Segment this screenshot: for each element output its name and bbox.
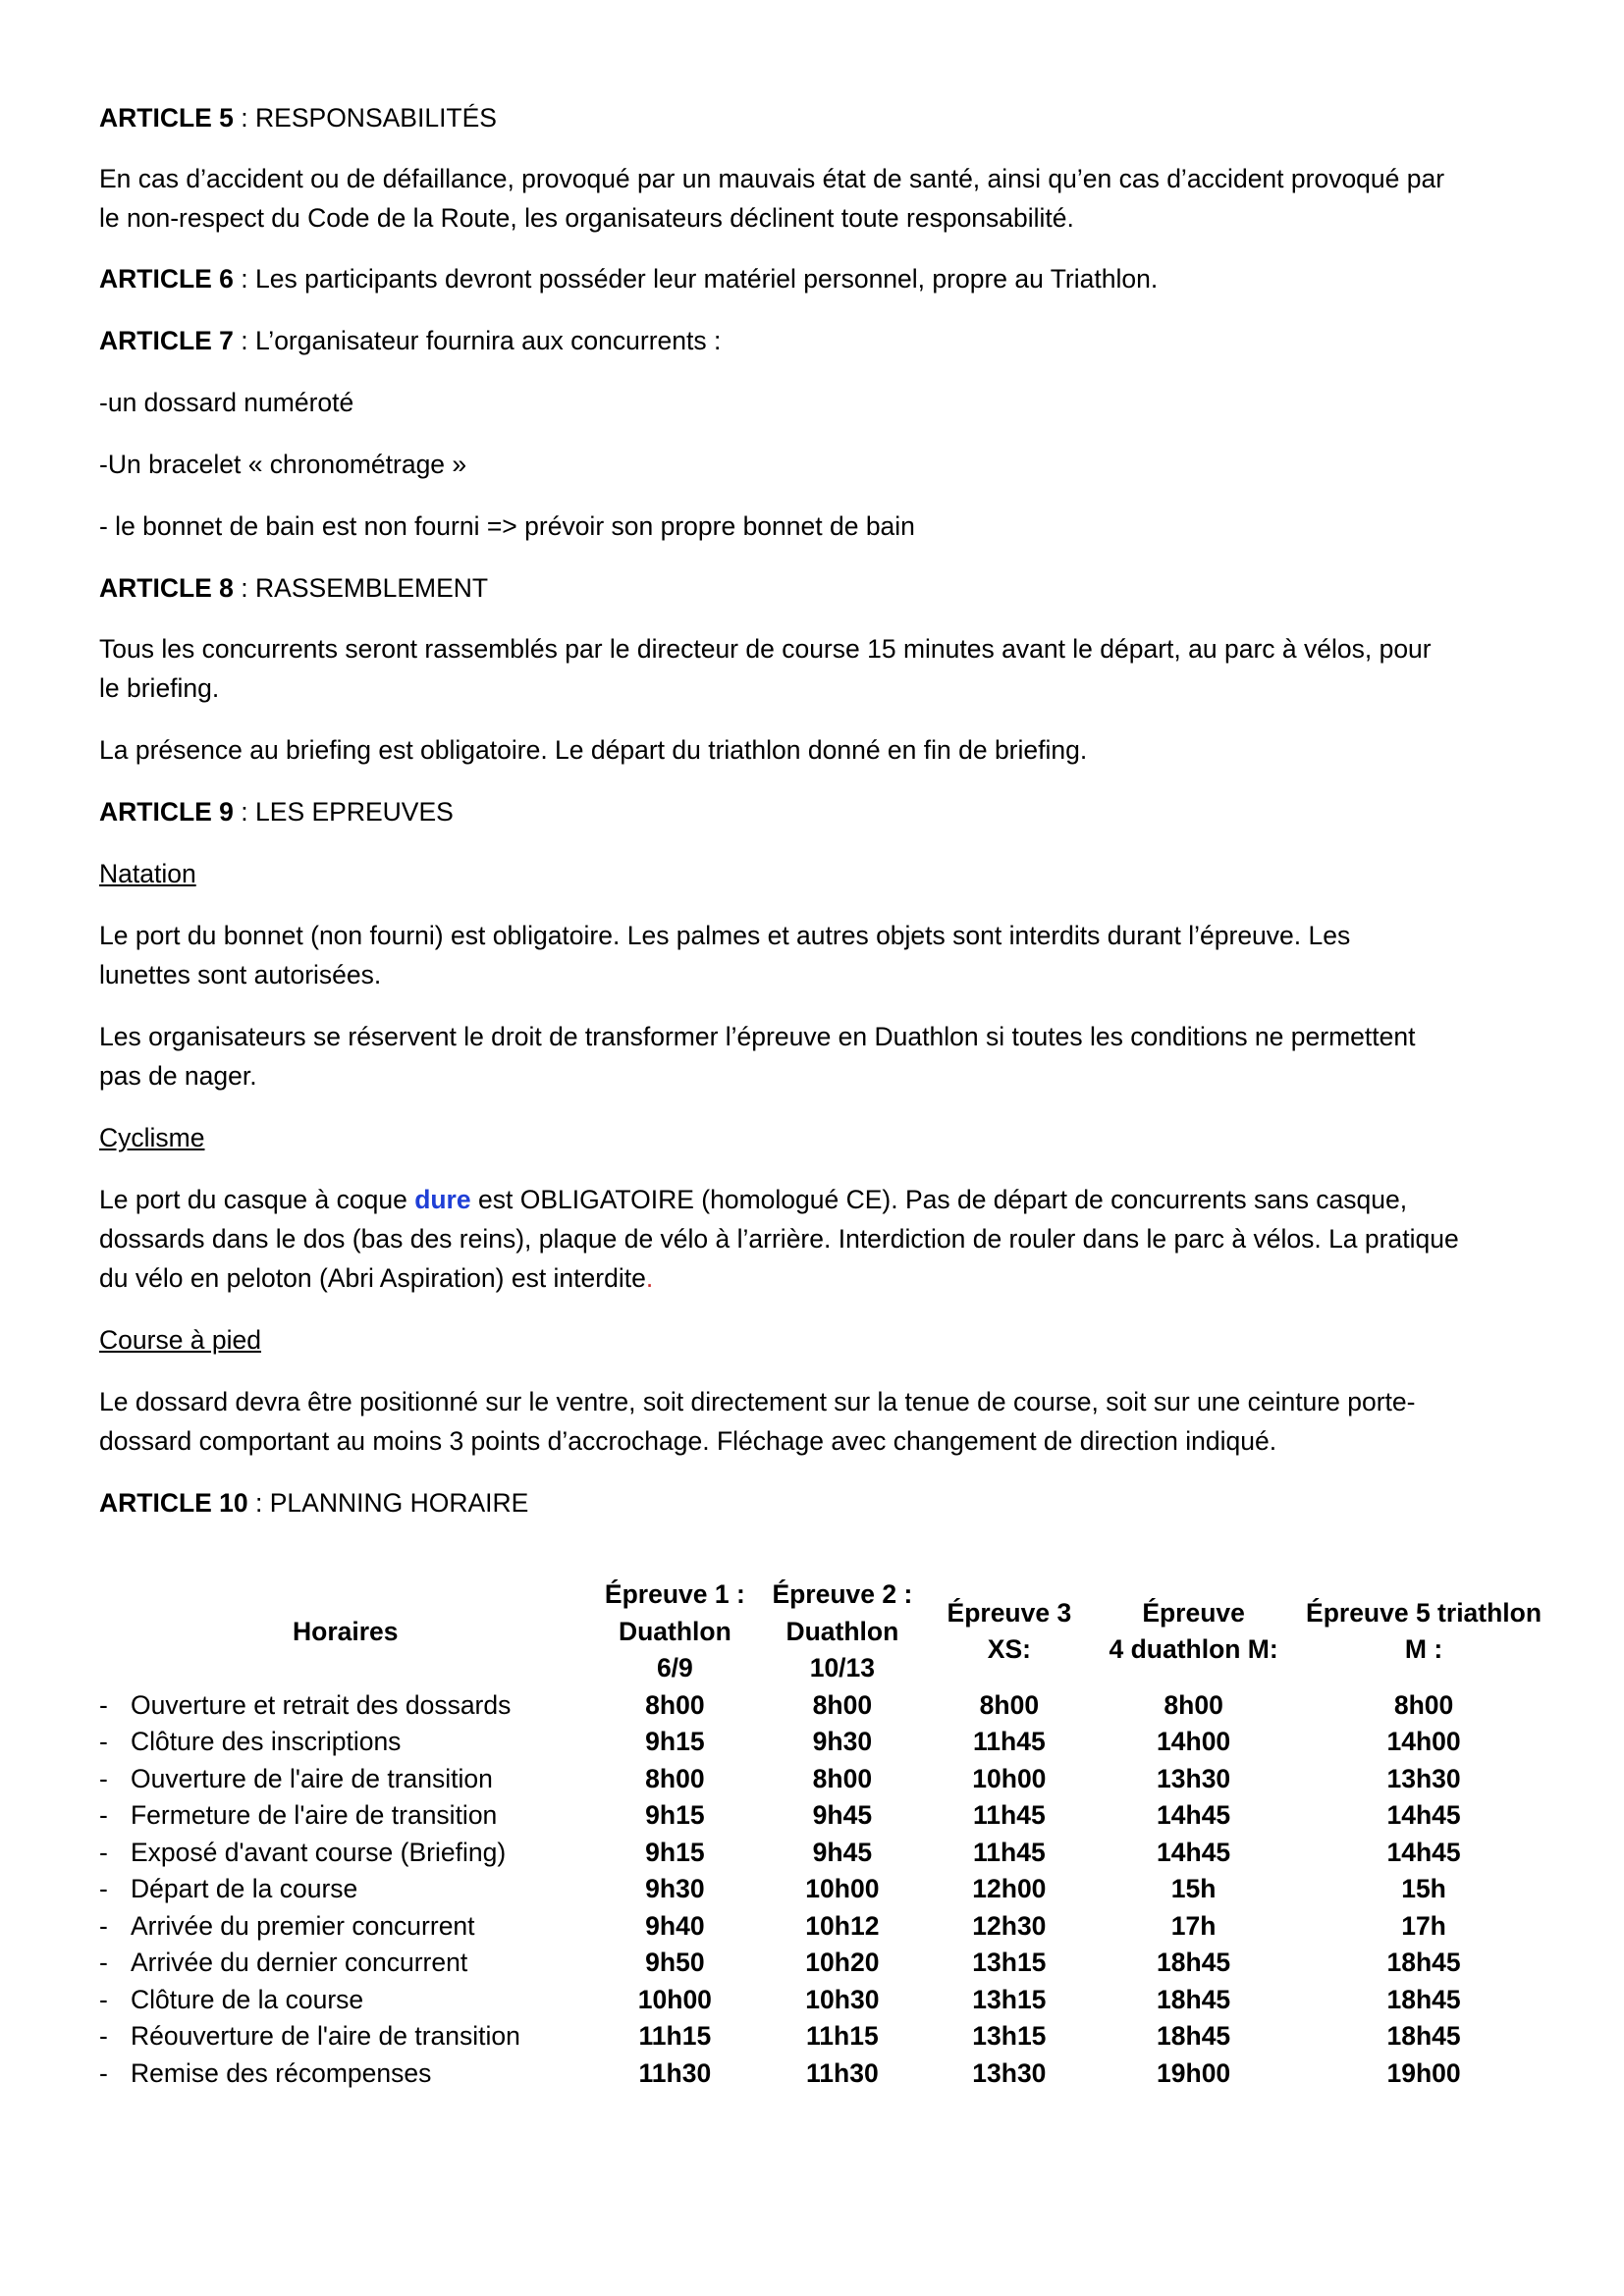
time-cell: 8h00	[645, 1689, 705, 1720]
time-cell: 14h45	[1157, 1800, 1231, 1830]
time-cell: 18h45	[1157, 2021, 1231, 2051]
cyclisme-line-3-text: du vélo en peloton (Abri Aspiration) est interdite	[99, 1263, 646, 1293]
time-cell: 10h00	[805, 1874, 880, 1903]
article-6-text: : Les participants devront posséder leur matériel personnel, propre au Triathlon.	[233, 264, 1159, 294]
natation-line-3: Les organisateurs se réservent le droit de transformer l’épreuve en Duathlon si toutes les conditions ne permettent	[99, 1022, 1416, 1051]
article-8-heading	[99, 568, 1552, 608]
column-header-line: Épreuve 2 :	[772, 1579, 913, 1609]
time-cell: 15h	[1170, 1874, 1217, 1903]
cyclisme-highlight-word: dure	[414, 1185, 471, 1214]
article-7-item-1: -un dossard numéroté	[99, 388, 354, 417]
time-cell: 14h45	[1386, 1800, 1461, 1830]
time-cell: 11h45	[973, 1800, 1046, 1830]
time-cell: 13h30	[972, 2057, 1047, 2088]
table-row	[99, 1761, 1552, 1798]
article-8-title: : RASSEMBLEMENT	[233, 573, 489, 603]
natation-line-2: lunettes sont autorisées.	[99, 960, 382, 989]
natation-line-1: Le port du bonnet (non fourni) est obligatoire. Les palmes et autres objets sont interdits durant l’épreuve. Les	[99, 921, 1351, 950]
row-label-text: Clôture de la course	[131, 1984, 364, 2014]
table-row	[99, 1724, 1552, 1761]
bullet-dash: -	[99, 1837, 108, 1867]
column-header-epreuve-4	[1092, 1576, 1295, 1687]
row-label	[99, 2018, 592, 2056]
time-cell: 12h30	[972, 1910, 1047, 1941]
bullet-dash: -	[99, 2021, 108, 2051]
horaires-header: Horaires	[293, 1616, 399, 1646]
bullet-dash: -	[99, 1948, 108, 1977]
natation-title: Natation	[99, 859, 196, 888]
table-row	[99, 2018, 1552, 2056]
row-label	[99, 1908, 592, 1946]
column-header-line: 10/13	[809, 1653, 876, 1682]
time-cell: 18h45	[1157, 1948, 1231, 1977]
column-header-line: Duathlon	[618, 1616, 731, 1646]
bullet-dash: -	[99, 1800, 108, 1830]
time-cell: 13h30	[1386, 1763, 1461, 1793]
row-label-text: Réouverture de l'aire de transition	[131, 2021, 520, 2051]
article-9-heading	[99, 792, 1552, 831]
time-cell: 9h30	[645, 1874, 705, 1903]
column-header-line: 6/9	[656, 1653, 693, 1682]
time-cell: 11h30	[806, 2057, 879, 2088]
time-cell: 15h	[1401, 1874, 1446, 1903]
time-cell: 9h45	[812, 1800, 873, 1830]
table-row	[99, 1908, 1552, 1946]
column-header-line: Duathlon	[785, 1616, 899, 1646]
time-cell: 8h00	[812, 1763, 873, 1793]
row-label	[99, 1982, 592, 2019]
natation-subtitle	[99, 854, 1552, 893]
table-row	[99, 1797, 1552, 1835]
time-cell: 9h30	[812, 1727, 873, 1756]
time-cell: 11h45	[973, 1837, 1046, 1867]
table-row	[99, 2056, 1552, 2093]
natation-line-4: pas de nager.	[99, 1061, 257, 1091]
time-cell: 10h20	[805, 1948, 880, 1977]
table-row	[99, 1871, 1552, 1908]
article-6-paragraph	[99, 259, 1552, 298]
row-label-text: Ouverture de l'aire de transition	[131, 1763, 493, 1793]
time-cell: 9h15	[645, 1800, 705, 1830]
column-header-line: 4 duathlon M:	[1109, 1634, 1278, 1665]
cyclisme-line-3	[99, 1258, 1552, 1298]
time-cell: 8h00	[1164, 1689, 1223, 1720]
article-7-item-2: -Un bracelet « chronométrage »	[99, 450, 467, 479]
row-label-text: Arrivée du premier concurrent	[131, 1910, 475, 1941]
time-cell: 12h00	[972, 1874, 1047, 1903]
time-cell: 14h00	[1386, 1727, 1461, 1756]
article-6-label: ARTICLE 6	[99, 264, 234, 294]
article-8-label: ARTICLE 8	[99, 573, 234, 603]
column-header-line: Épreuve	[1142, 1597, 1245, 1628]
time-cell: 17h	[1170, 1910, 1217, 1941]
time-cell: 9h40	[645, 1910, 705, 1941]
time-cell: 13h15	[972, 1984, 1047, 2014]
time-cell: 8h00	[645, 1763, 705, 1793]
column-header-line: M :	[1404, 1634, 1443, 1665]
cyclisme-line-2: dossards dans le dos (bas des reins), plaque de vélo à l’arrière. Interdiction de rouler dans le parc à vélos. La pratique	[99, 1224, 1459, 1254]
column-header-epreuve-1	[592, 1576, 759, 1687]
time-cell: 13h15	[972, 1948, 1047, 1977]
article-5-line-1: En cas d’accident ou de défaillance, provoqué par un mauvais état de santé, ainsi qu’en cas d’accident provoqué par	[99, 164, 1445, 193]
article-7-paragraph	[99, 321, 1552, 360]
planning-table-body	[99, 1687, 1552, 2093]
table-row	[99, 1945, 1552, 1982]
article-8-line-2: le briefing.	[99, 673, 220, 703]
time-cell: 8h00	[979, 1689, 1040, 1720]
column-header-line: Épreuve 1 :	[604, 1579, 745, 1609]
time-cell: 18h45	[1386, 1948, 1461, 1977]
row-label	[99, 1871, 592, 1908]
row-label	[99, 2056, 592, 2093]
time-cell: 19h00	[1157, 2057, 1231, 2088]
bullet-dash: -	[99, 1910, 108, 1941]
time-cell: 13h30	[1157, 1763, 1231, 1793]
row-label	[99, 1835, 592, 1872]
bullet-dash: -	[99, 1763, 108, 1793]
article-7-item-3: - le bonnet de bain est non fourni => prévoir son propre bonnet de bain	[99, 511, 915, 541]
article-10-title: : PLANNING HORAIRE	[247, 1488, 529, 1518]
row-label	[99, 1687, 592, 1725]
row-label	[99, 1761, 592, 1798]
time-cell: 11h30	[638, 2057, 712, 2088]
time-cell: 11h15	[638, 2021, 712, 2051]
planning-table	[99, 1576, 1552, 2092]
bullet-dash: -	[99, 1689, 108, 1720]
table-row	[99, 1835, 1552, 1872]
article-8-line-1: Tous les concurrents seront rassemblés par le directeur de course 15 minutes avant le départ, au parc à vélos, pour	[99, 634, 1432, 664]
course-a-pied-title: Course à pied	[99, 1325, 261, 1355]
row-label-text: Clôture des inscriptions	[131, 1727, 402, 1756]
time-cell: 10h30	[805, 1984, 880, 2014]
time-cell: 9h45	[812, 1837, 873, 1867]
column-header-line: Épreuve 5 triathlon	[1306, 1597, 1543, 1628]
table-header-row	[99, 1576, 1552, 1687]
cyclisme-line-1	[99, 1180, 1552, 1219]
bullet-dash: -	[99, 2057, 108, 2088]
row-label-text: Exposé d'avant course (Briefing)	[131, 1837, 507, 1867]
cyclisme-title: Cyclisme	[99, 1123, 205, 1152]
row-label-text: Ouverture et retrait des dossards	[131, 1689, 512, 1720]
time-cell: 9h15	[645, 1727, 705, 1756]
column-header-line: Épreuve 3	[947, 1597, 1072, 1628]
article-10-heading	[99, 1483, 1552, 1522]
row-label	[99, 1724, 592, 1761]
column-header-epreuve-5	[1295, 1576, 1552, 1687]
row-label-text: Arrivée du dernier concurrent	[131, 1948, 468, 1977]
time-cell: 11h15	[806, 2021, 879, 2051]
cyclisme-line-1-start: Le port du casque à coque	[99, 1185, 415, 1214]
course-a-pied-line-1: Le dossard devra être positionné sur le ventre, soit directement sur la tenue de course, soit sur une ceinture porte-	[99, 1387, 1416, 1416]
row-label-text: Fermeture de l'aire de transition	[131, 1800, 498, 1830]
time-cell: 18h45	[1157, 1984, 1231, 2014]
time-cell: 17h	[1401, 1910, 1446, 1941]
article-5-line-2: le non-respect du Code de la Route, les organisateurs déclinent toute responsabilité.	[99, 203, 1074, 233]
time-cell: 9h15	[645, 1837, 705, 1867]
time-cell: 11h45	[973, 1727, 1046, 1756]
article-7-label: ARTICLE 7	[99, 326, 234, 355]
bullet-dash: -	[99, 1874, 108, 1903]
article-8-line-3: La présence au briefing est obligatoire. Le départ du triathlon donné en fin de briefing.	[99, 735, 1088, 765]
row-label	[99, 1945, 592, 1982]
time-cell: 14h45	[1386, 1837, 1461, 1867]
time-cell: 14h45	[1157, 1837, 1231, 1867]
time-cell: 8h00	[812, 1689, 873, 1720]
time-cell: 10h12	[805, 1910, 880, 1941]
article-10-label: ARTICLE 10	[99, 1488, 248, 1518]
time-cell: 18h45	[1386, 1984, 1461, 2014]
article-5-title: : RESPONSABILITÉS	[233, 103, 497, 133]
table-row	[99, 1982, 1552, 2019]
row-label-text: Départ de la course	[131, 1874, 358, 1903]
article-5-label: ARTICLE 5	[99, 103, 234, 133]
bullet-dash: -	[99, 1727, 108, 1756]
table-row	[99, 1687, 1552, 1725]
time-cell: 13h15	[972, 2021, 1047, 2051]
course-a-pied-line-2: dossard comportant au moins 3 points d’accrochage. Fléchage avec changement de direction indiqué.	[99, 1426, 1277, 1456]
row-label	[99, 1797, 592, 1835]
cyclisme-subtitle	[99, 1118, 1552, 1157]
time-cell: 10h00	[637, 1984, 712, 2014]
column-header-epreuve-3	[927, 1576, 1093, 1687]
time-cell: 10h00	[972, 1763, 1047, 1793]
column-header-line: XS:	[987, 1634, 1031, 1665]
row-label-text: Remise des récompenses	[131, 2057, 432, 2088]
time-cell: 18h45	[1386, 2021, 1461, 2051]
cyclisme-line-3-period: .	[645, 1263, 654, 1293]
cyclisme-line-1-end: est OBLIGATOIRE (homologué CE). Pas de départ de concurrents sans casque,	[470, 1185, 1408, 1214]
time-cell: 8h00	[1393, 1689, 1454, 1720]
time-cell: 9h50	[645, 1948, 705, 1977]
time-cell: 14h00	[1157, 1727, 1231, 1756]
column-header-epreuve-2	[758, 1576, 926, 1687]
time-cell: 19h00	[1386, 2057, 1461, 2088]
course-a-pied-subtitle	[99, 1320, 1552, 1360]
bullet-dash: -	[99, 1984, 108, 2014]
article-9-label: ARTICLE 9	[99, 797, 234, 827]
article-9-title: : LES EPREUVES	[233, 797, 454, 827]
article-5-heading	[99, 98, 1552, 137]
article-7-text: : L’organisateur fournira aux concurrents :	[233, 326, 722, 355]
